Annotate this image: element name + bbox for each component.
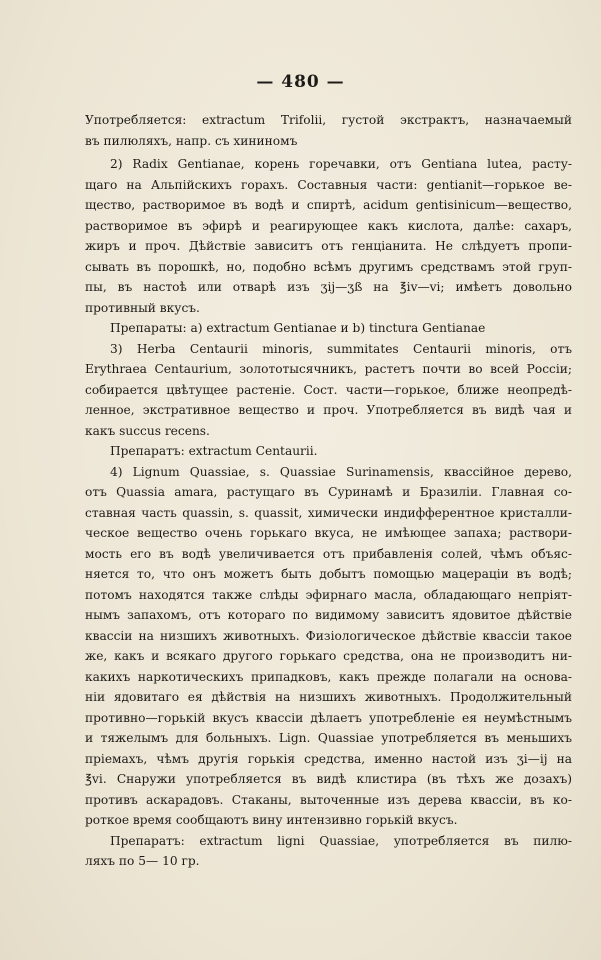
text-line: противный вкусъ.	[85, 300, 200, 315]
text-line: въ пилюляхъ, напр. съ хининомъ	[85, 133, 298, 148]
text-line: нымъ запахомъ, отъ котораго по видимому зависитъ ядовитое дѣйствіе	[85, 608, 572, 622]
text-line: мость его въ водѣ увеличивается отъ прибавленія солей, чѣмъ объяс-	[85, 546, 572, 561]
text-line: сывать въ порошкѣ, но, подобно всѣмъ другимъ средствамъ этой груп-	[85, 259, 572, 274]
text-line: 2) Radix Gentianae, корень горечавки, отъ Gentiana lutea, расту-	[110, 157, 572, 171]
text-line: ℥vi. Снаружи употребляется въ видѣ клистира (въ тѣхъ же дозахъ)	[85, 772, 572, 786]
text-line: ніи ядовитаго ея дѣйствія на низшихъ животныхъ. Продолжительный	[85, 690, 572, 704]
text-line: Препараты: а) extractum Gentianae и b) tinctura Gentianae	[110, 321, 486, 335]
text-line: квассіи на низшихъ животныхъ. Физіологическое дѣйствіе квассіи такое	[85, 628, 572, 643]
text-line: отъ Quassia amara, растущаго въ Суринамѣ и Бразиліи. Главная со-	[85, 485, 572, 499]
text-line: роткое время сообщаютъ вину интензивно горькій вкусъ.	[85, 813, 458, 827]
text-line: растворимое въ эфирѣ и реагирующее какъ кислота, далѣе: сахаръ,	[85, 218, 572, 233]
text-line: щаго на Альпійскихъ горахъ. Составныя части: gentianit—горькое ве-	[85, 177, 572, 192]
text-line: ленное, экстративное вещество и проч. Употребляется въ видѣ чая и	[85, 403, 572, 417]
text-line: няется то, что онъ можетъ быть добытъ помощью мацераціи въ водѣ;	[85, 567, 572, 581]
text-line: Препаратъ: extractum Centaurii.	[110, 444, 318, 458]
text-line: ставная часть quassin, s. quassit, химически индифферентное кристалли-	[85, 505, 572, 520]
text-line: Препаратъ: extractum ligni Quassiae, употребляется въ пилю-	[110, 833, 572, 848]
text-line: противъ аскарадовъ. Стаканы, выточенные изъ дерева квассіи, въ ко-	[85, 792, 572, 807]
text-line: какъ succus recens.	[85, 423, 210, 438]
text-line: противно—горькій вкусъ квассіи дѣлаетъ употребленіе ея неумѣстнымъ	[85, 710, 572, 725]
text-line: 4) Lignum Quassiae, s. Quassiae Surinamensis, квассійное дерево,	[110, 464, 572, 479]
text-line: и тяжелымъ для больныхъ. Lign. Quassiae употребляется въ меньшихъ	[85, 731, 572, 745]
text-line: 3) Herba Centaurii minoris, summitates Centaurii minoris, отъ	[110, 341, 572, 356]
text-line: же, какъ и всякаго другого горькаго средства, она не производитъ ни-	[85, 649, 572, 663]
text-line: пы, въ настоѣ или отварѣ изъ ʒij—ʒß на ℥iv—vi; имѣетъ довольно	[85, 280, 572, 294]
text-line: какихъ наркотическихъ припадковъ, какъ прежде полагали на основа-	[85, 669, 572, 684]
text-line: собирается цвѣтущее растеніе. Сост. части—горькое, ближе неопредѣ-	[85, 382, 572, 397]
text-line: Erythraea Centaurium, золототысячникъ, растетъ почти во всей Россіи;	[85, 362, 572, 376]
text-line: ляхъ по 5— 10 гр.	[85, 854, 200, 868]
text-line: жиръ и проч. Дѣйствіе зависитъ отъ генціанита. Не слѣдуетъ пропи-	[85, 239, 572, 253]
text-line: щество, растворимое въ водѣ и спиртѣ, acidum gentisinicum—вещество,	[85, 198, 572, 212]
body-text	[85, 110, 572, 872]
page-number: — 480 —	[256, 72, 345, 92]
text-line: потомъ находятся также слѣды эфирнаго масла, обладающаго непріят-	[85, 587, 572, 602]
text-line: пріемахъ, чѣмъ другія горькія средства, именно настой изъ ʒi—ij на	[85, 751, 572, 766]
text-line: ческое вещество очень горькаго вкуса, не имѣющее запаха; раствори-	[85, 526, 572, 540]
text-line: Употребляется: extractum Trifolii, густой экстрактъ, назначаемый	[85, 113, 572, 127]
